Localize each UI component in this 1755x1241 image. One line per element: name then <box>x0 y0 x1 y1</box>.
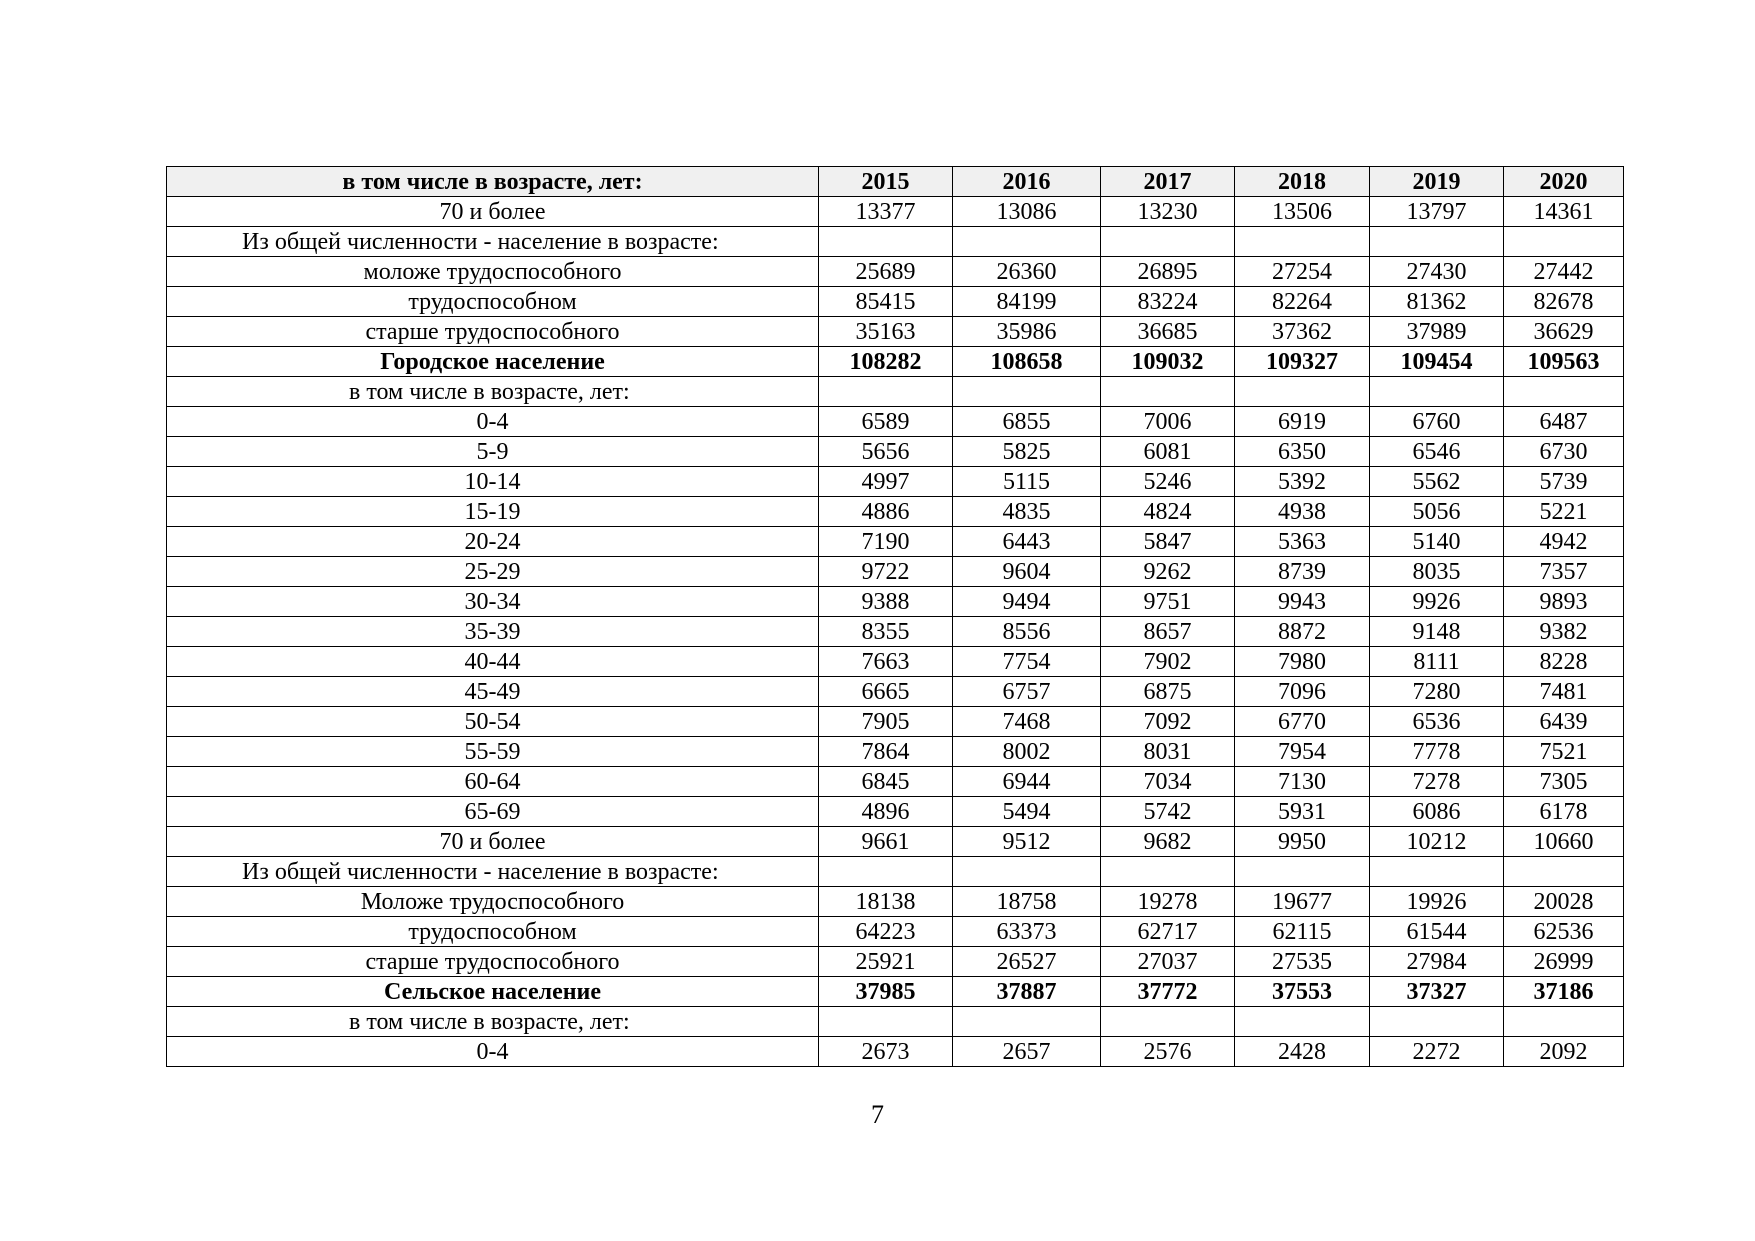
table-cell: 2657 <box>953 1037 1101 1067</box>
row-label: 45-49 <box>167 677 819 707</box>
table-row <box>167 737 1624 767</box>
table-cell: 6730 <box>1504 437 1624 467</box>
table-row <box>167 407 1624 437</box>
table-cell: 5931 <box>1235 797 1370 827</box>
table-cell: 109563 <box>1504 347 1624 377</box>
row-label: 20-24 <box>167 527 819 557</box>
table-cell: 37186 <box>1504 977 1624 1007</box>
table-cell: 9494 <box>953 587 1101 617</box>
table-row <box>167 797 1624 827</box>
table-cell: 25921 <box>819 947 953 977</box>
table-cell <box>1101 377 1235 407</box>
table-cell <box>819 227 953 257</box>
table-cell: 6443 <box>953 527 1101 557</box>
table-cell: 26360 <box>953 257 1101 287</box>
table-cell: 9893 <box>1504 587 1624 617</box>
table-cell: 37985 <box>819 977 953 1007</box>
table-cell <box>1370 227 1504 257</box>
row-label: 50-54 <box>167 707 819 737</box>
table-cell: 7468 <box>953 707 1101 737</box>
table-cell: 6086 <box>1370 797 1504 827</box>
table-cell <box>1101 1007 1235 1037</box>
table-cell: 18758 <box>953 887 1101 917</box>
table-cell: 6665 <box>819 677 953 707</box>
table-cell: 7905 <box>819 707 953 737</box>
row-label: 55-59 <box>167 737 819 767</box>
row-label: Городское население <box>167 347 819 377</box>
table-cell: 4835 <box>953 497 1101 527</box>
header-label: в том числе в возрасте, лет: <box>167 167 819 197</box>
table-cell <box>1504 857 1624 887</box>
table-cell: 4997 <box>819 467 953 497</box>
table-row <box>167 1037 1624 1067</box>
table-cell: 9382 <box>1504 617 1624 647</box>
table-cell: 19926 <box>1370 887 1504 917</box>
table-cell: 37362 <box>1235 317 1370 347</box>
table-cell: 7754 <box>953 647 1101 677</box>
table-cell: 13377 <box>819 197 953 227</box>
table-cell: 4942 <box>1504 527 1624 557</box>
table-cell: 82678 <box>1504 287 1624 317</box>
table-header-row <box>167 167 1624 197</box>
table-cell: 8657 <box>1101 617 1235 647</box>
header-year: 2017 <box>1101 167 1235 197</box>
table-cell: 20028 <box>1504 887 1624 917</box>
table-row <box>167 917 1624 947</box>
table-cell: 9148 <box>1370 617 1504 647</box>
table-cell: 63373 <box>953 917 1101 947</box>
row-label: Из общей численности - население в возрасте: <box>167 857 819 887</box>
row-label: старше трудоспособного <box>167 317 819 347</box>
table-cell: 7092 <box>1101 707 1235 737</box>
row-label: 70 и более <box>167 197 819 227</box>
table-cell: 5140 <box>1370 527 1504 557</box>
row-label: 65-69 <box>167 797 819 827</box>
table-cell: 82264 <box>1235 287 1370 317</box>
table-cell: 6178 <box>1504 797 1624 827</box>
table-cell: 6770 <box>1235 707 1370 737</box>
table-row <box>167 827 1624 857</box>
table-cell: 9388 <box>819 587 953 617</box>
row-label: 0-4 <box>167 1037 819 1067</box>
table-cell <box>819 377 953 407</box>
table-cell: 13506 <box>1235 197 1370 227</box>
table-cell: 13797 <box>1370 197 1504 227</box>
table-row <box>167 467 1624 497</box>
table-cell: 4896 <box>819 797 953 827</box>
table-cell: 27442 <box>1504 257 1624 287</box>
table-cell: 5115 <box>953 467 1101 497</box>
table-cell: 18138 <box>819 887 953 917</box>
table-cell: 9722 <box>819 557 953 587</box>
table-cell: 6875 <box>1101 677 1235 707</box>
table-cell: 6487 <box>1504 407 1624 437</box>
table-cell: 6919 <box>1235 407 1370 437</box>
table-cell <box>1235 377 1370 407</box>
table-cell: 7357 <box>1504 557 1624 587</box>
table-cell: 10660 <box>1504 827 1624 857</box>
header-year: 2016 <box>953 167 1101 197</box>
table-cell: 62115 <box>1235 917 1370 947</box>
table-cell: 36685 <box>1101 317 1235 347</box>
table-cell: 62536 <box>1504 917 1624 947</box>
table-cell: 9950 <box>1235 827 1370 857</box>
table-cell: 5825 <box>953 437 1101 467</box>
row-label: 5-9 <box>167 437 819 467</box>
row-label: 15-19 <box>167 497 819 527</box>
table-cell: 8739 <box>1235 557 1370 587</box>
table-cell <box>953 377 1101 407</box>
table-cell: 37553 <box>1235 977 1370 1007</box>
table-cell: 81362 <box>1370 287 1504 317</box>
table-cell: 5739 <box>1504 467 1624 497</box>
table-cell: 2092 <box>1504 1037 1624 1067</box>
header-year: 2018 <box>1235 167 1370 197</box>
table-cell: 5847 <box>1101 527 1235 557</box>
table-cell: 6845 <box>819 767 953 797</box>
table-row <box>167 377 1624 407</box>
table-cell: 9604 <box>953 557 1101 587</box>
table-cell: 9682 <box>1101 827 1235 857</box>
table-cell: 26527 <box>953 947 1101 977</box>
table-row <box>167 1007 1624 1037</box>
table-cell: 61544 <box>1370 917 1504 947</box>
table-cell: 83224 <box>1101 287 1235 317</box>
row-label: 60-64 <box>167 767 819 797</box>
table-cell: 8355 <box>819 617 953 647</box>
row-label: 40-44 <box>167 647 819 677</box>
table-row <box>167 587 1624 617</box>
table-cell: 9943 <box>1235 587 1370 617</box>
table-cell: 6855 <box>953 407 1101 437</box>
table-cell: 62717 <box>1101 917 1235 947</box>
table-cell: 109454 <box>1370 347 1504 377</box>
table-cell: 7663 <box>819 647 953 677</box>
table-cell: 25689 <box>819 257 953 287</box>
table-row <box>167 617 1624 647</box>
row-label: Из общей численности - население в возрасте: <box>167 227 819 257</box>
table-cell: 2673 <box>819 1037 953 1067</box>
row-label: в том числе в возрасте, лет: <box>167 377 819 407</box>
table-row <box>167 227 1624 257</box>
table-cell <box>1370 1007 1504 1037</box>
table-row <box>167 527 1624 557</box>
table-cell: 6757 <box>953 677 1101 707</box>
row-label: 0-4 <box>167 407 819 437</box>
table-cell <box>953 857 1101 887</box>
table-cell: 19278 <box>1101 887 1235 917</box>
table-cell: 37327 <box>1370 977 1504 1007</box>
row-label: 25-29 <box>167 557 819 587</box>
table-cell: 9926 <box>1370 587 1504 617</box>
table-cell: 7130 <box>1235 767 1370 797</box>
table-cell: 7481 <box>1504 677 1624 707</box>
table-cell: 14361 <box>1504 197 1624 227</box>
table-cell <box>1504 1007 1624 1037</box>
table-cell: 5056 <box>1370 497 1504 527</box>
table-cell: 2272 <box>1370 1037 1504 1067</box>
table-cell <box>1101 227 1235 257</box>
page-number: 7 <box>871 1100 884 1129</box>
table-cell: 6760 <box>1370 407 1504 437</box>
table-cell: 64223 <box>819 917 953 947</box>
table-cell: 85415 <box>819 287 953 317</box>
row-label: Сельское население <box>167 977 819 1007</box>
table-cell: 5221 <box>1504 497 1624 527</box>
table-cell: 6589 <box>819 407 953 437</box>
table-row <box>167 287 1624 317</box>
table-cell <box>1370 857 1504 887</box>
table-cell: 8872 <box>1235 617 1370 647</box>
table-cell: 7034 <box>1101 767 1235 797</box>
row-label: трудоспособном <box>167 287 819 317</box>
table-cell: 35163 <box>819 317 953 347</box>
row-label: трудоспособном <box>167 917 819 947</box>
table-cell: 9512 <box>953 827 1101 857</box>
table-cell: 109327 <box>1235 347 1370 377</box>
table-cell: 36629 <box>1504 317 1624 347</box>
row-label: 70 и более <box>167 827 819 857</box>
table-row <box>167 947 1624 977</box>
table-row <box>167 857 1624 887</box>
row-label: старше трудоспособного <box>167 947 819 977</box>
table-cell: 9751 <box>1101 587 1235 617</box>
table-cell: 2576 <box>1101 1037 1235 1067</box>
row-label: Моложе трудоспособного <box>167 887 819 917</box>
table-cell: 13086 <box>953 197 1101 227</box>
table-cell <box>819 1007 953 1037</box>
table-cell: 7280 <box>1370 677 1504 707</box>
header-year: 2019 <box>1370 167 1504 197</box>
table-cell: 4938 <box>1235 497 1370 527</box>
table-row <box>167 497 1624 527</box>
table-cell: 27430 <box>1370 257 1504 287</box>
table-cell: 7190 <box>819 527 953 557</box>
table-cell: 5656 <box>819 437 953 467</box>
row-label: в том числе в возрасте, лет: <box>167 1007 819 1037</box>
table-cell: 5494 <box>953 797 1101 827</box>
table-cell: 27254 <box>1235 257 1370 287</box>
table-cell: 9661 <box>819 827 953 857</box>
table-cell: 9262 <box>1101 557 1235 587</box>
table-cell <box>1235 227 1370 257</box>
table-cell: 109032 <box>1101 347 1235 377</box>
row-label: 30-34 <box>167 587 819 617</box>
table-row <box>167 437 1624 467</box>
table-cell: 37772 <box>1101 977 1235 1007</box>
table-row <box>167 347 1624 377</box>
table-cell <box>1504 227 1624 257</box>
table-cell: 26999 <box>1504 947 1624 977</box>
table-cell: 6546 <box>1370 437 1504 467</box>
table-row <box>167 647 1624 677</box>
table-cell: 4824 <box>1101 497 1235 527</box>
table-cell: 7006 <box>1101 407 1235 437</box>
table-cell: 7096 <box>1235 677 1370 707</box>
table-cell: 8228 <box>1504 647 1624 677</box>
table-cell <box>1101 857 1235 887</box>
table-row <box>167 557 1624 587</box>
table-cell: 7521 <box>1504 737 1624 767</box>
table-cell: 7778 <box>1370 737 1504 767</box>
table-row <box>167 887 1624 917</box>
table-cell: 26895 <box>1101 257 1235 287</box>
table-row <box>167 677 1624 707</box>
table-cell <box>1370 377 1504 407</box>
row-label: 35-39 <box>167 617 819 647</box>
header-year: 2020 <box>1504 167 1624 197</box>
table-cell: 2428 <box>1235 1037 1370 1067</box>
table-cell <box>1235 1007 1370 1037</box>
table-row <box>167 707 1624 737</box>
table-cell: 37989 <box>1370 317 1504 347</box>
table-cell <box>953 227 1101 257</box>
table-cell: 6536 <box>1370 707 1504 737</box>
table-cell: 4886 <box>819 497 953 527</box>
population-table <box>166 166 1624 1067</box>
table-cell: 84199 <box>953 287 1101 317</box>
table-cell: 19677 <box>1235 887 1370 917</box>
table-cell: 5246 <box>1101 467 1235 497</box>
table-row <box>167 317 1624 347</box>
header-year: 2015 <box>819 167 953 197</box>
table-cell: 108658 <box>953 347 1101 377</box>
table-cell: 10212 <box>1370 827 1504 857</box>
row-label: моложе трудоспособного <box>167 257 819 287</box>
table-cell <box>953 1007 1101 1037</box>
table-cell <box>1235 857 1370 887</box>
table-cell: 8035 <box>1370 557 1504 587</box>
table-cell: 37887 <box>953 977 1101 1007</box>
table-cell: 7980 <box>1235 647 1370 677</box>
table-cell: 8111 <box>1370 647 1504 677</box>
row-label: 10-14 <box>167 467 819 497</box>
table-cell: 8002 <box>953 737 1101 767</box>
table-cell: 27984 <box>1370 947 1504 977</box>
table-cell: 13230 <box>1101 197 1235 227</box>
table-cell <box>1504 377 1624 407</box>
table-cell: 7954 <box>1235 737 1370 767</box>
table-row <box>167 257 1624 287</box>
table-cell: 7305 <box>1504 767 1624 797</box>
table-row <box>167 197 1624 227</box>
table-cell: 5562 <box>1370 467 1504 497</box>
table-cell: 6081 <box>1101 437 1235 467</box>
table-cell: 6350 <box>1235 437 1370 467</box>
table-cell <box>819 857 953 887</box>
table-row <box>167 767 1624 797</box>
table-cell: 5363 <box>1235 527 1370 557</box>
table-cell: 8556 <box>953 617 1101 647</box>
table-cell: 5392 <box>1235 467 1370 497</box>
table-cell: 7278 <box>1370 767 1504 797</box>
table-cell: 5742 <box>1101 797 1235 827</box>
table-cell: 7902 <box>1101 647 1235 677</box>
table-cell: 6439 <box>1504 707 1624 737</box>
table-cell: 6944 <box>953 767 1101 797</box>
table-cell: 8031 <box>1101 737 1235 767</box>
table-body <box>167 197 1624 1067</box>
table-cell: 27037 <box>1101 947 1235 977</box>
table-cell: 7864 <box>819 737 953 767</box>
table-cell: 108282 <box>819 347 953 377</box>
table-row <box>167 977 1624 1007</box>
table-cell: 27535 <box>1235 947 1370 977</box>
table-cell: 35986 <box>953 317 1101 347</box>
